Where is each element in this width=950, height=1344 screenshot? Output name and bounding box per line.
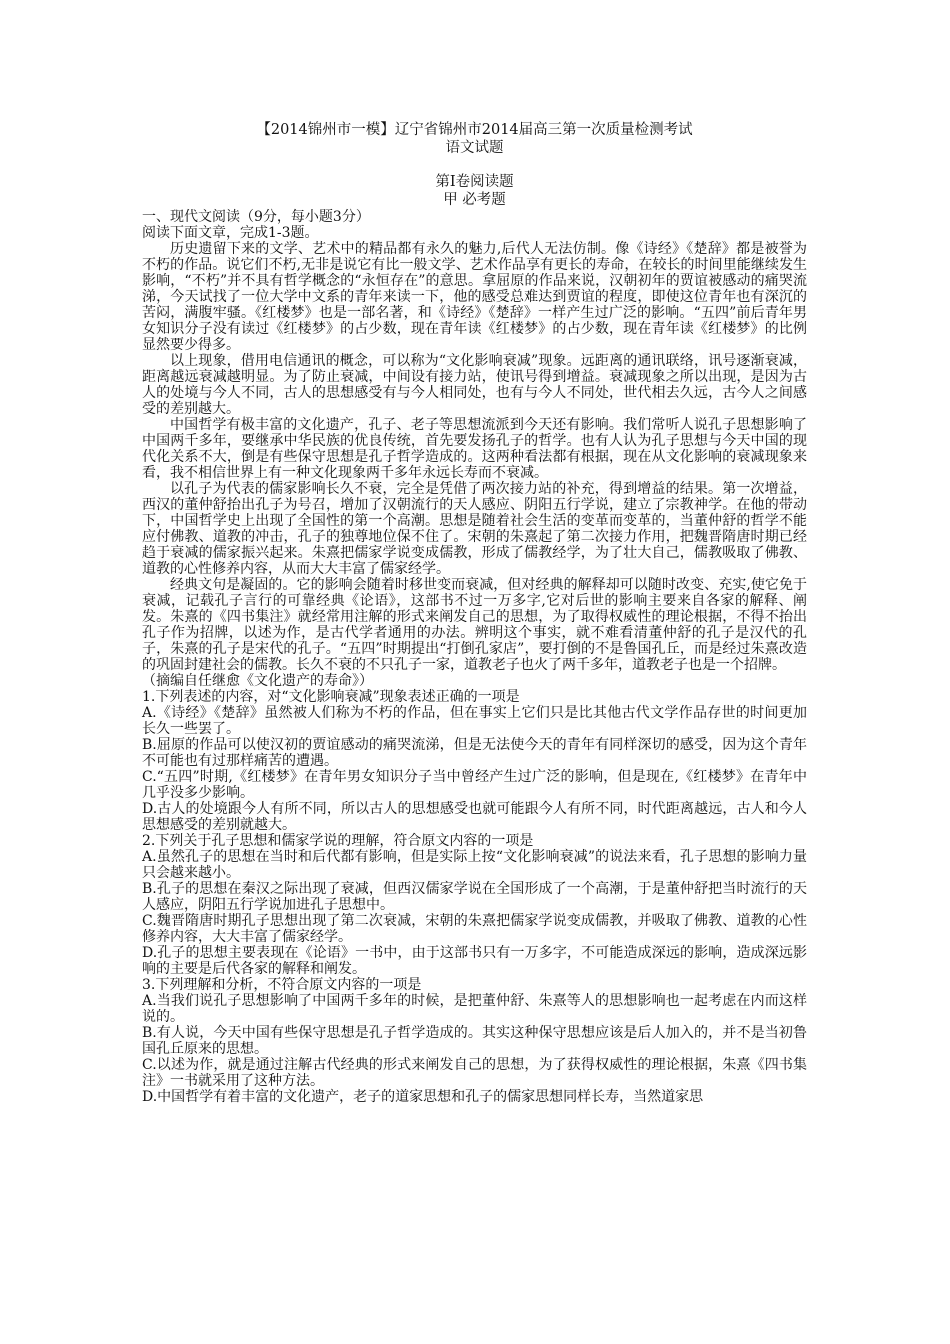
section-heading: 甲 必考题 [443,192,506,208]
option-c: C.魏晋隋唐时期孔子思想出现了第二次衰减，宋朝的朱熹把儒家学说变成儒教，并吸取了佛教、道教的心性修养内容，大大丰富了儒家经学。 [142,913,807,945]
question-stem: 3.下列理解和分析，不符合原文内容的一项是 [142,977,422,993]
article-paragraph: 以孔子为代表的儒家影响长久不衰，完全是凭借了两次接力站的补充，得到增益的结果。第一次增益，西汉的董仲舒抬出孔子为号召，增加了汉朝流行的天人感应、阴阳五行学说，建立了宗教神学。在他的带动下，中国哲学史上出现了全国性的第一个高潮。思想是随着社会生活的变革而变革的，当董仲舒的哲学不能应付佛教、道教的冲击，孔子的独尊地位保不住了。宋朝的朱熹起了第二次接力作用，把魏晋隋唐时期已经趋于衰减的儒家振兴起来。朱熹把儒家学说变成儒教，形成了儒教经学，为了壮大自己，儒教吸取了佛教、道教的心性修养内容，从而大大丰富了儒家经学。 [142,481,807,577]
question-2 [142,833,807,977]
exam-page [142,121,807,1105]
option-a: A.《诗经》《楚辞》虽然被人们称为不朽的作品，但在事实上它们只是比其他古代文学作品存世的时间更加长久一些罢了。 [142,705,807,737]
option-c: C.“五四”时期,《红楼梦》在青年男女知识分子当中曾经产生过广泛的影响，但是现在,《红楼梦》在青年中几乎没多少影响。 [142,769,807,801]
question-stem: 1.下列表述的内容，对“文化影响衰减”现象表述正确的一项是 [142,689,520,705]
part-heading: 一、现代文阅读（9分，每小题3分） [142,209,370,225]
exam-title: 【2014锦州市一模】辽宁省锦州市2014届高三第一次质量检测考试 [256,122,693,138]
option-a: A.当我们说孔子思想影响了中国两千多年的时候，是把董仲舒、朱熹等人的思想影响也一起考虑在内而这样说的。 [142,993,807,1025]
option-b: B.有人说，今天中国有些保守思想是孔子哲学造成的。其实这种保守思想应该是后人加入的，并不是当初鲁国孔丘原来的思想。 [142,1025,807,1057]
option-a: A.虽然孔子的思想在当时和后代都有影响，但是实际上按“文化影响衰减”的说法来看，孔子思想的影响力量只会越来越小。 [142,849,807,881]
option-c: C.以述为作，就是通过注解古代经典的形式来阐发自己的思想，为了获得权威性的理论根据，朱熹《四书集注》一书就采用了这种方法。 [142,1057,807,1089]
option-d: D.中国哲学有着丰富的文化遗产，老子的道家思想和孔子的儒家思想同样长寿，当然道家思 [142,1089,704,1105]
volume-heading: 第Ⅰ卷阅读题 [435,174,514,190]
option-d: D.孔子的思想主要表现在《论语》一书中，由于这部书只有一万多字，不可能造成深远的影响，造成深远影响的主要是后代各家的解释和阐发。 [142,945,807,977]
article-source: （摘编自任继愈《文化遗产的寿命》） [142,673,373,689]
option-b: B.孔子的思想在秦汉之际出现了衰减，但西汉儒家学说在全国形成了一个高潮，于是董仲舒把当时流行的天人感应，阴阳五行学说加进孔子思想中。 [142,881,807,913]
article-paragraph: 以上现象，借用电信通讯的概念，可以称为“文化影响衰减”现象。远距离的通讯联络，讯号逐渐衰减，距离越远衰减越明显。为了防止衰减，中间设有接力站，使讯号得到增益。衰减现象之所以出现，是因为古人的处境与今人不同，古人的思想感受有与今人相同处，也有与今人不同处，世代相去久远，古今人之间感受的差别越大。 [142,353,807,417]
question-stem: 2.下列关于孔子思想和儒家学说的理解，符合原文内容的一项是 [142,833,534,849]
exam-subtitle: 语文试题 [445,140,504,156]
article-paragraph: 历史遗留下来的文学、艺术中的精品都有永久的魅力,后代人无法仿制。像《诗经》《楚辞》都是被誉为不朽的作品。说它们不朽,无非是说它有比一般文学、艺术作品享有更长的寿命，在较长的时间里能继续发生影响，“不朽”并不具有哲学概念的“永恒存在”的意思。拿屈原的作品来说，汉朝初年的贾谊被感动的痛哭流涕，今天试找了一位大学中文系的青年来读一下，他的感受总难达到贾谊的程度，即使这位青年也有深沉的苦闷，满腹牢骚。《红楼梦》也是一部名著，和《诗经》《楚辞》一样产生过广泛的影响。“五四”前后青年男女知识分子没有读过《红楼梦》的占少数，现在青年读《红楼梦》的占少数，现在青年读《红楼梦》的比例显然要少得多。 [142,241,807,353]
spacer [142,157,807,173]
reading-instruction: 阅读下面文章，完成1-3题。 [142,225,319,241]
article-paragraph: 中国哲学有极丰富的文化遗产，孔子、老子等思想流派到今天还有影响。我们常听人说孔子思想影响了中国两千多年，要继承中华民族的优良传统，首先要发扬孔子的哲学。也有人认为孔子思想与今天中国的现代化关系不大，倒是有些保守思想是孔子哲学造成的。这两种看法都有根据，现在从文化影响的衰减现象来看，我不相信世界上有一种文化现象两千多年永远长寿而不衰减。 [142,417,807,481]
question-1 [142,689,807,833]
option-b: B.屈原的作品可以使汉初的贾谊感动的痛哭流涕，但是无法使今天的青年有同样深切的感受，因为这个青年不可能也有过那样痛苦的遭遇。 [142,737,807,769]
option-d: D.古人的处境跟今人有所不同，所以古人的思想感受也就可能跟今人有所不同，时代距离越远，古人和今人思想感受的差别就越大。 [142,801,807,833]
question-3 [142,977,807,1105]
article-paragraph: 经典文句是凝固的。它的影响会随着时移世变而衰减，但对经典的解释却可以随时改变、充实,使它免于衰减，记载孔子言行的可靠经典《论语》，这部书不过一万多字,它对后世的影响主要来自各家的解释、阐发。朱熹的《四书集注》就经常用注解的形式来阐发自己的思想，为了取得权威性的理论根据，不得不抬出孔子作为招牌，以述为作，是古代学者通用的办法。辨明这个事实，就不难看清董仲舒的孔子是汉代的孔子，朱熹的孔子是宋代的孔子。“五四”时期提出“打倒孔家店”，要打倒的不是鲁国孔丘，而是经过朱熹改造的巩固封建社会的儒教。长久不衰的不只孔子一家，道教老子也火了两千多年，道教老子也是一个招牌。 [142,577,807,673]
